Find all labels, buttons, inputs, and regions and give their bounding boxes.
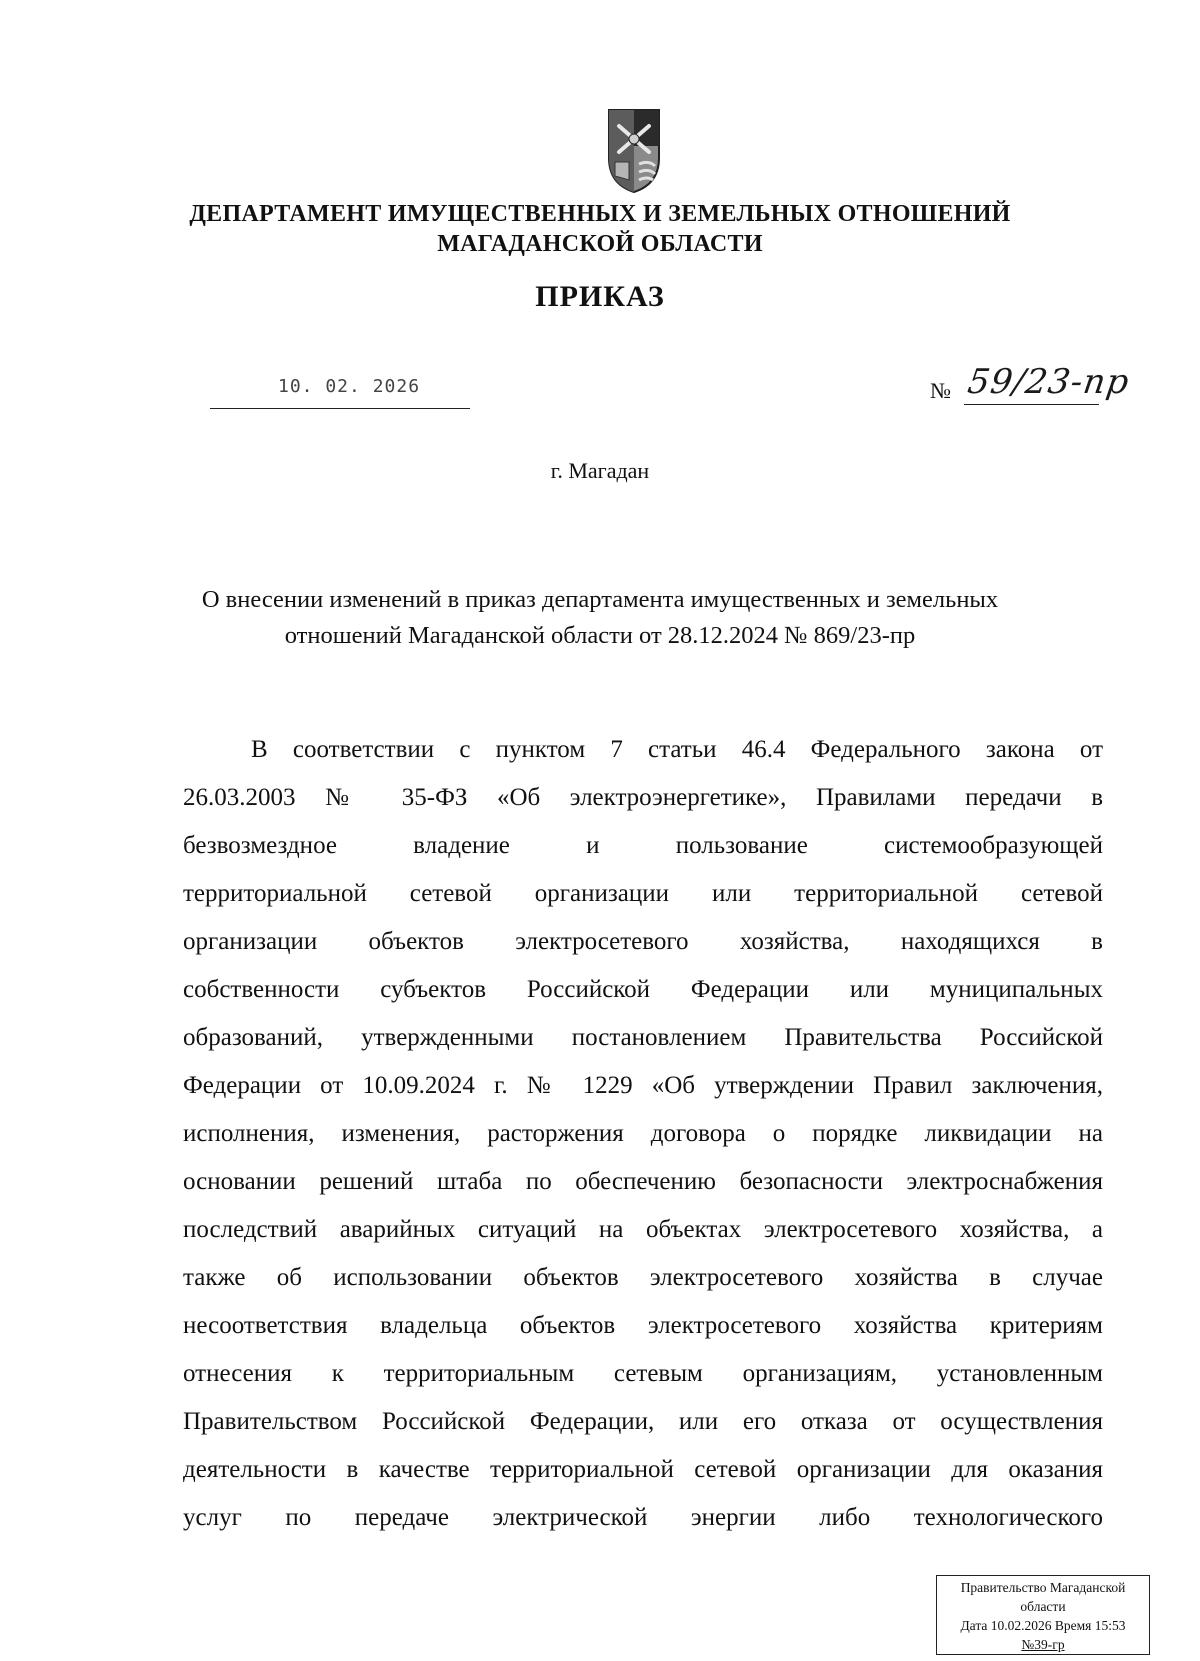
city: г. Магадан — [550, 458, 650, 483]
body-line: услуг по передаче электрической энергии либо технологического — [183, 1504, 1103, 1531]
subject-line: отношений Магаданской области от 28.12.2024 № 869/23-пр — [284, 622, 916, 649]
stamp-line: №39-гр — [1021, 1637, 1065, 1652]
body-line: также об использовании объектов электросетевого хозяйства в случае — [183, 1264, 1103, 1291]
body-line: организации объектов электросетевого хозяйства, находящихся в — [183, 928, 1103, 955]
number-underline — [964, 404, 1099, 405]
body-line: В соответствии с пунктом 7 статьи 46.4 Федерального закона от — [251, 736, 1103, 763]
body-line: безвозмездное владение и пользование системообразующей — [183, 832, 1103, 859]
body-line: несоответствия владельца объектов электросетевого хозяйства критериям — [183, 1312, 1103, 1339]
subject-line: О внесении изменений в приказ департамента имущественных и земельных — [201, 586, 999, 613]
coat-of-arms-icon — [605, 106, 663, 194]
body-line: деятельности в качестве территориальной сетевой организации для оказания — [183, 1456, 1103, 1483]
body-line: Правительством Российской Федерации, или его отказа от осуществления — [183, 1408, 1103, 1435]
order-date: 10. 02. 2026 — [278, 376, 421, 397]
order-date-field — [210, 368, 470, 409]
order-number-handwritten: 59/23-пр — [965, 362, 1132, 402]
body-line: образований, утвержденными постановлением Правительства Российской — [183, 1024, 1103, 1051]
body-line: территориальной сетевой организации или территориальной сетевой — [183, 880, 1103, 907]
stamp-line: Правительство Магаданской — [960, 1580, 1126, 1595]
stamp-line: области — [1020, 1599, 1066, 1614]
order-number-field — [930, 362, 1130, 410]
department-name-line2: МАГАДАНСКОЙ ОБЛАСТИ — [437, 231, 763, 257]
order-title: ПРИКАЗ — [535, 280, 665, 313]
body-line: основании решений штаба по обеспечению безопасности электроснабжения — [183, 1168, 1103, 1195]
body-line: 26.03.2003 № 35-ФЗ «Об электроэнергетике», Правилами передачи в — [183, 784, 1103, 811]
registration-stamp — [936, 1575, 1150, 1655]
order-subject — [150, 582, 1050, 654]
body-line: Федерации от 10.09.2024 г. № 1229 «Об утверждении Правил заключения, — [183, 1072, 1103, 1099]
body-line: отнесения к территориальным сетевым организациям, установленным — [183, 1360, 1103, 1387]
stamp-line: Дата 10.02.2026 Время 15:53 — [960, 1618, 1126, 1633]
body-line: собственности субъектов Российской Федерации или муниципальных — [183, 976, 1103, 1003]
body-line: последствий аварийных ситуаций на объектах электросетевого хозяйства, а — [183, 1216, 1103, 1243]
order-body — [183, 726, 1103, 1542]
number-sign: № — [930, 378, 951, 403]
body-line: исполнения, изменения, расторжения договора о порядке ликвидации на — [183, 1120, 1103, 1147]
department-name-line1: ДЕПАРТАМЕНТ ИМУЩЕСТВЕННЫХ И ЗЕМЕЛЬНЫХ ОТНОШЕНИЙ — [189, 201, 1011, 227]
